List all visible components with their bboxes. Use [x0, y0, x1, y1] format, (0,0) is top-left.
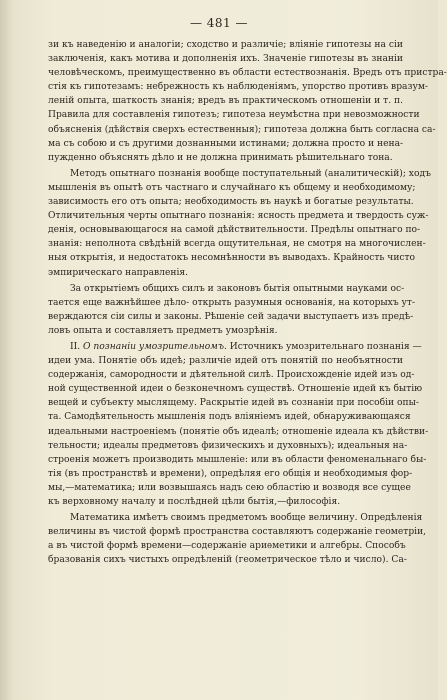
text-line: пужденно объяснять дѣло и не должна принимать рѣшительнаго тона. [48, 152, 393, 163]
section-heading-line [48, 340, 422, 354]
text-line: Математика имѣетъ своимъ предметомъ вообще величину. Опредѣленія [70, 513, 423, 524]
text-line: мы,—математика; или возвышаясь надъ сею областію и возводя все сущее [48, 482, 411, 493]
text-line: бразованія сихъ чистыхъ опредѣленій (геометрическое тѣло и число). Са- [48, 555, 407, 566]
text-line: верждаются сіи силы и законы. Рѣшеніе сей задачи выступаетъ изъ предѣ- [48, 311, 414, 322]
page-fold-shadow [0, 0, 14, 700]
text-line: Методъ опытнаго познанія вообще поступательный (аналитическій); ходъ [70, 168, 431, 179]
text-line: ной существенной идеи о безконечномъ существѣ. Отношеніе идей къ бытію [48, 384, 423, 395]
text-line: зи къ наведенію и аналогіи; сходство и различіе; вліяніе гипотезы на сіи [48, 40, 403, 50]
section-title: О познаніи умозрительномъ. [83, 341, 227, 352]
section-numeral: II. [70, 341, 81, 352]
text-line: строенія можетъ производить мышленіе: или въ области феноменальнаго бы- [48, 454, 427, 465]
text-line: Отличительныя черты опытнаго познанія: ясность предмета и твердость суж- [48, 211, 429, 222]
paragraph-p2 [48, 167, 431, 280]
text-line: стія къ гипотезамъ: небрежность къ наблюденіямъ, упорство противъ вразум- [48, 82, 428, 93]
text-line: мышленія въ опытѣ отъ частнаго и случайнаго къ общему и необходимому; [48, 182, 416, 193]
text-line: идеальными настроеніемъ (понятіе объ идеалѣ; отношеніе идеала къ дѣйстви- [48, 426, 429, 437]
text-line: знанія: неполнота свѣдѣній всегда ощутительная, не смотря на многочислен- [48, 239, 426, 250]
text-line: тія (въ пространствѣ и времени), опредѣляя его общія и необходимыя фор- [48, 468, 413, 479]
text-line: вещей и субъекту мыслящему. Раскрытіе идей въ сознаніи при пособіи опы- [48, 398, 419, 409]
paragraph-p4 [48, 340, 429, 509]
text-line: та. Самодѣятельность мышленія подъ вліяніемъ идей, обнаруживающаяся [48, 412, 411, 423]
text-line: зависимость его отъ опыта; необходимость въ наукѣ и богатые результаты. [48, 197, 414, 208]
text-line: ныя открытія, и недостатокъ несомнѣнности въ выводахъ. Крайность чисто [48, 253, 416, 264]
body-text [48, 38, 447, 567]
text-line: тается еще важнѣйшее дѣло- открыть разумныя основанія, на которыхъ ут- [48, 297, 416, 308]
paragraph-p3 [48, 282, 416, 338]
text-line: содержанія, самородности и дѣятельной силѣ. Происхожденіе идей изъ од- [48, 370, 415, 381]
text-line: человѣческомъ, преимущественно въ области естествознанія. Вредъ отъ пристра- [48, 68, 447, 79]
text-line: леній опыта, шаткость знанія; вредъ въ практическомъ отношеніи и т. п. [48, 96, 403, 107]
section-first-line-rest: Источникъ умозрительнаго познанія — [229, 341, 422, 352]
text-line: Правила для составленія гипотезъ; гипотеза неумѣстна при невозможности [48, 110, 420, 121]
text-line: За открытіемъ общихъ силъ и законовъ бытія опытными науками ос- [70, 283, 405, 294]
text-line: ма съ собою и съ другими дознанными истинами; должна просто и нена- [48, 138, 404, 149]
text-line: идеи ума. Понятіе объ идеѣ; различіе идей отъ понятій по необъятности [48, 356, 403, 367]
text-line: заключенія, какъ мотива и дополненія ихъ. Значеніе гипотезы въ знаніи [48, 54, 403, 65]
text-line: ловъ опыта и составляетъ предметъ умозрѣнія. [48, 325, 278, 336]
text-line: объясненія (дѣйствія сверхъ естественныя); гипотеза должна быть согласна са- [48, 124, 436, 135]
text-line: денія, основывающагося на самой дѣйствительности. Предѣлы опытнаго по- [48, 225, 421, 236]
text-line: величины въ чистой формѣ пространства составляютъ содержаніе геометріи, [48, 527, 427, 538]
page-number: — 481 — [189, 16, 249, 30]
paragraph-p5 [48, 511, 427, 567]
paragraph-p1 [48, 38, 447, 165]
text-line: тельности; идеалы предметовъ физическихъ и духовныхъ); идеальныя на- [48, 440, 408, 451]
text-line: а въ чистой формѣ времени—содержаніе ариѳметики и алгебры. Способъ [48, 541, 406, 552]
text-line: эмпирическаго направленія. [48, 267, 189, 278]
text-line: къ верховному началу и послѣдней цѣли бытія,—философія. [48, 497, 341, 507]
